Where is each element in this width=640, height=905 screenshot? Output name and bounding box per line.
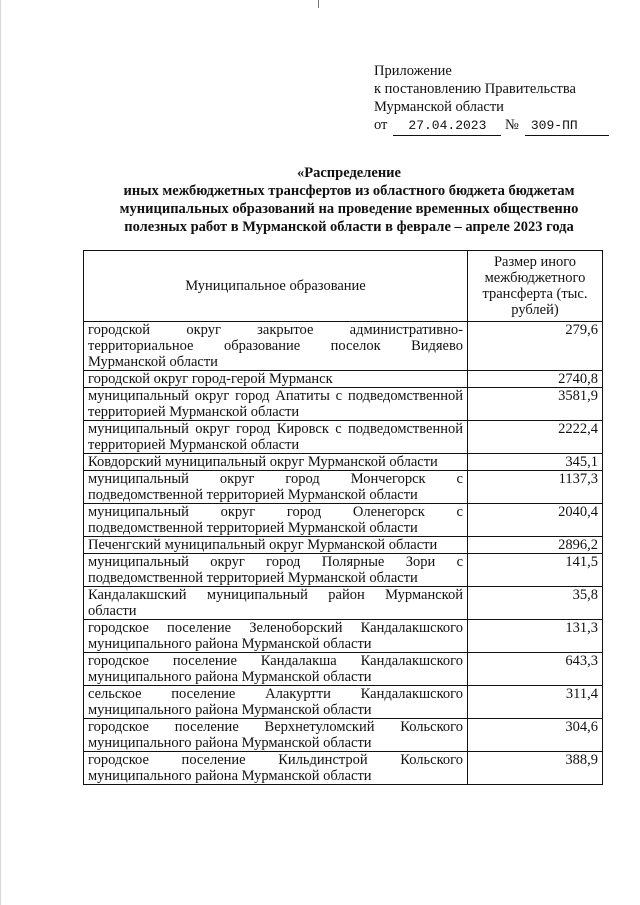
- appendix-block: [374, 62, 609, 136]
- municipality-name-cell: Ковдорский муниципальный округ Мурманской области: [84, 454, 468, 471]
- table-row: [84, 686, 603, 719]
- table-header-row: [84, 251, 603, 322]
- appendix-line-2: к постановлению Правительства: [374, 81, 576, 97]
- municipality-name-cell: муниципальный округ город Мончегорск с подведомственной территорией Мурманской области: [84, 471, 468, 504]
- resolution-number: 309-ПП: [525, 117, 609, 136]
- transfer-amount-cell: 2222,4: [468, 421, 603, 454]
- transfer-amount-cell: 304,6: [468, 719, 603, 752]
- municipality-name-cell: городское поселение Кандалакша Кандалакшского муниципального района Мурманской области: [84, 653, 468, 686]
- municipality-name-cell: городское поселение Зеленоборский Кандалакшского муниципального района Мурманской области: [84, 620, 468, 653]
- page-edge-line: [0, 0, 1, 905]
- transfer-amount-cell: 311,4: [468, 686, 603, 719]
- from-label: от: [374, 117, 388, 133]
- municipality-name-cell: сельское поселение Алакуртти Кандалакшского муниципального района Мурманской области: [84, 686, 468, 719]
- table-row: [84, 752, 603, 785]
- table-row: [84, 471, 603, 504]
- transfer-amount-cell: 3581,9: [468, 388, 603, 421]
- transfer-table: [83, 250, 603, 785]
- transfer-amount-cell: 1137,3: [468, 471, 603, 504]
- table-row: [84, 322, 603, 371]
- table-row: [84, 653, 603, 686]
- scan-mark: [318, 0, 319, 8]
- number-label: №: [505, 117, 519, 133]
- municipality-name-cell: городское поселение Верхнетуломский Кольского муниципального района Мурманской области: [84, 719, 468, 752]
- title-line-4: полезных работ в Мурманской области в феврале – апреле 2023 года: [124, 219, 574, 235]
- table-row: [84, 537, 603, 554]
- header-municipality: Муниципальное образование: [84, 251, 468, 322]
- document-title: [80, 164, 618, 236]
- transfer-amount-cell: 141,5: [468, 554, 603, 587]
- appendix-line-3: Мурманской области: [374, 99, 504, 115]
- transfer-amount-cell: 131,3: [468, 620, 603, 653]
- transfer-amount-cell: 345,1: [468, 454, 603, 471]
- table-row: [84, 388, 603, 421]
- header-amount: Размер иного межбюджетного трансферта (тыс. рублей): [468, 251, 603, 322]
- table-row: [84, 371, 603, 388]
- municipality-name-cell: муниципальный округ город Кировск с подведомственной территорией Мурманской области: [84, 421, 468, 454]
- transfer-amount-cell: 279,6: [468, 322, 603, 371]
- table-row: [84, 719, 603, 752]
- title-line-3: муниципальных образований на проведение временных общественно: [119, 201, 579, 217]
- municipality-name-cell: городское поселение Кильдинстрой Кольского муниципального района Мурманской области: [84, 752, 468, 785]
- transfer-amount-cell: 643,3: [468, 653, 603, 686]
- table-row: [84, 620, 603, 653]
- municipality-name-cell: городской округ город-герой Мурманск: [84, 371, 468, 388]
- appendix-line-1: Приложение: [374, 63, 452, 79]
- municipality-name-cell: Кандалакшский муниципальный район Мурманской области: [84, 587, 468, 620]
- transfer-amount-cell: 35,8: [468, 587, 603, 620]
- appendix-reference-line: [374, 116, 609, 136]
- municipality-name-cell: муниципальный округ город Апатиты с подведомственной территорией Мурманской области: [84, 388, 468, 421]
- transfer-amount-cell: 2740,8: [468, 371, 603, 388]
- transfer-amount-cell: 2896,2: [468, 537, 603, 554]
- table-row: [84, 587, 603, 620]
- transfer-amount-cell: 2040,4: [468, 504, 603, 537]
- municipality-name-cell: городской округ закрытое административно-территориальное образование поселок Видяево Мурманской области: [84, 322, 468, 371]
- table-row: [84, 454, 603, 471]
- resolution-date: 27.04.2023: [393, 117, 501, 136]
- title-line-1: «Распределение: [297, 165, 401, 181]
- transfer-amount-cell: 388,9: [468, 752, 603, 785]
- municipality-name-cell: муниципальный округ город Оленегорск с подведомственной территорией Мурманской области: [84, 504, 468, 537]
- table-body: [84, 322, 603, 785]
- municipality-name-cell: муниципальный округ город Полярные Зори с подведомственной территорией Мурманской области: [84, 554, 468, 587]
- table-row: [84, 504, 603, 537]
- municipality-name-cell: Печенгский муниципальный округ Мурманской области: [84, 537, 468, 554]
- table-row: [84, 554, 603, 587]
- title-line-2: иных межбюджетных трансфертов из областного бюджета бюджетам: [123, 183, 575, 199]
- table-row: [84, 421, 603, 454]
